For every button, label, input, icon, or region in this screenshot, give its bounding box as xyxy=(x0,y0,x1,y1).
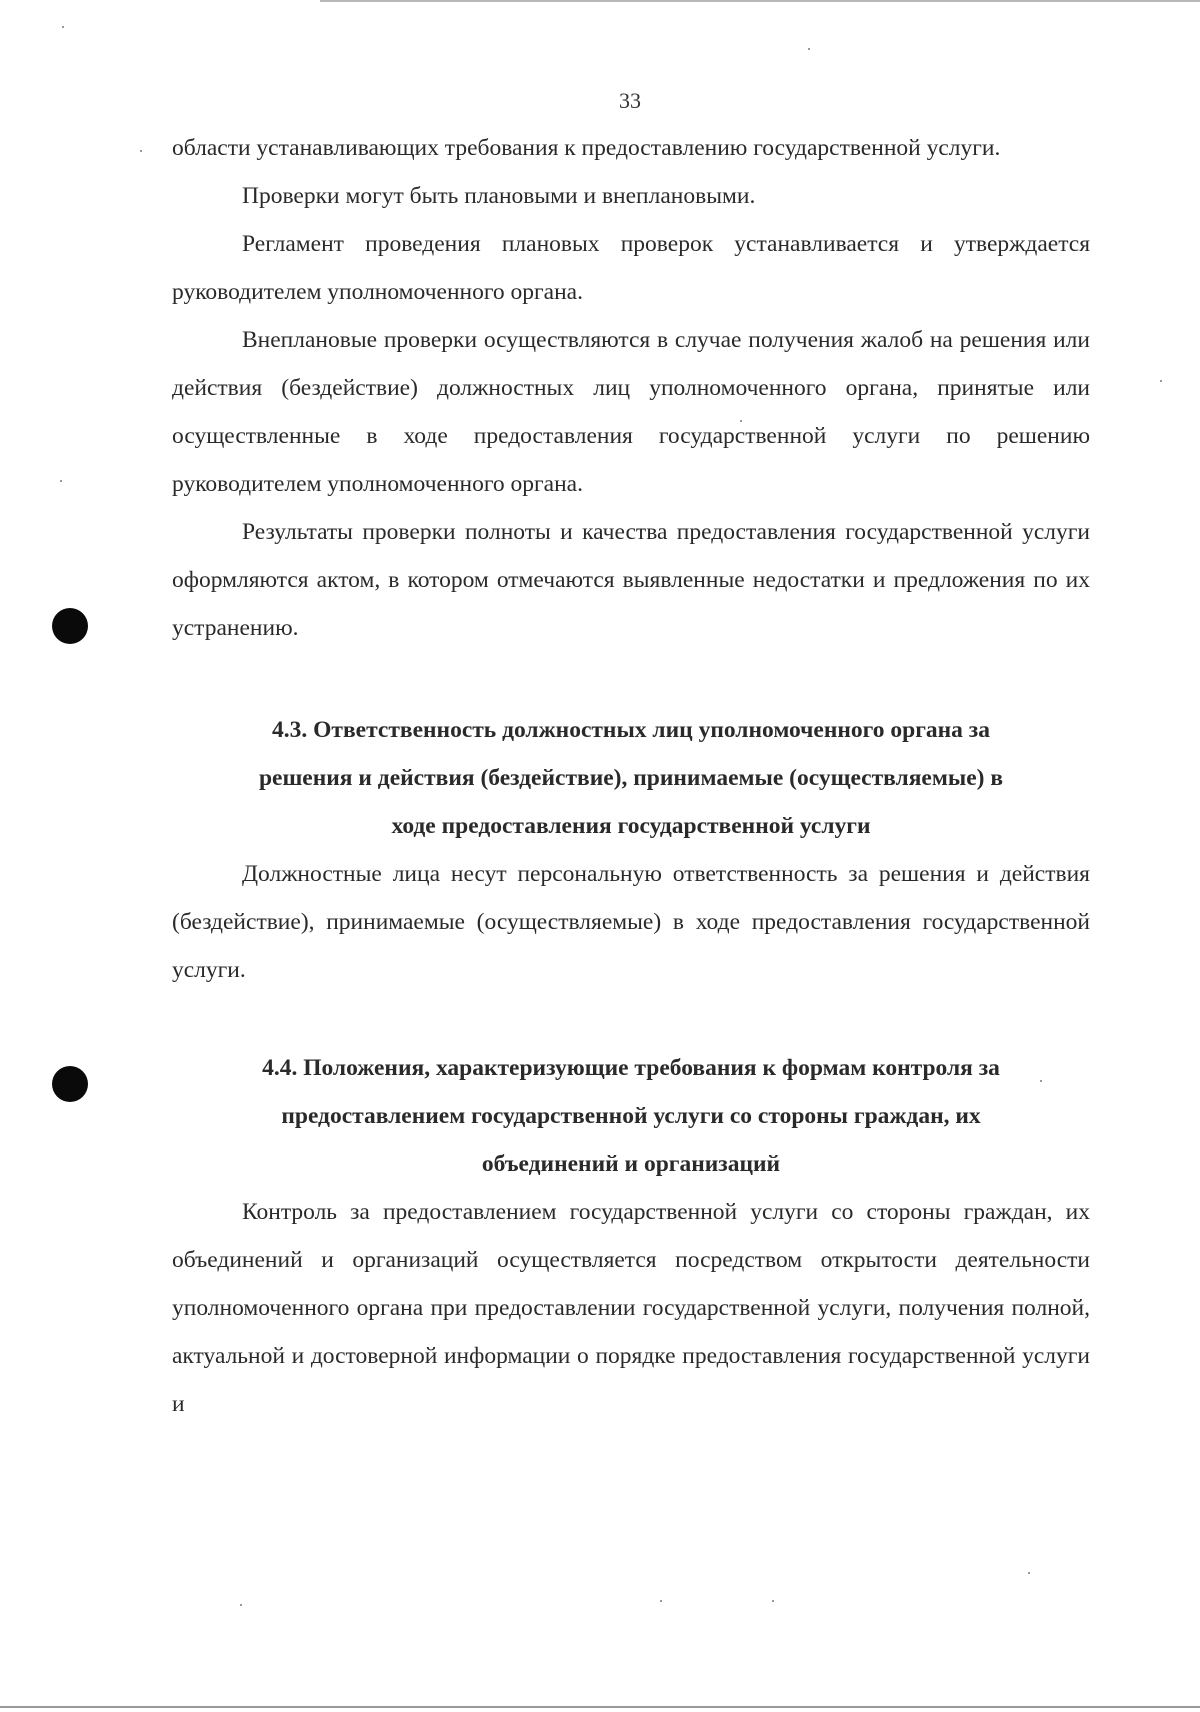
scan-speck xyxy=(62,26,64,28)
section-heading-line: объединений и организаций xyxy=(481,1151,781,1177)
scan-speck xyxy=(1160,380,1162,382)
punch-hole-lower xyxy=(52,1066,88,1102)
page-number: 33 xyxy=(619,88,641,113)
paragraph-inspection-results: Результаты проверки полноты и качества предоставления государственной услуги оформляются актом, в котором отмечаются выявленные недостатки и предложения по их устранению. xyxy=(172,519,1090,641)
scan-speck xyxy=(660,1600,662,1602)
scan-edge-bottom xyxy=(0,1706,1200,1708)
paragraph-official-responsibility: Должностные лица несут персональную ответственность за решения и действия (бездействие), принимаемые (осуществляемые) в ходе предоставления государственной услуги. xyxy=(172,861,1090,983)
scan-speck xyxy=(772,1600,774,1602)
punch-hole-upper xyxy=(52,608,88,644)
scan-speck xyxy=(240,1604,242,1606)
section-heading-line: решения и действия (бездействие), принимаемые (осуществляемые) в xyxy=(258,765,1004,791)
scan-speck xyxy=(1028,1572,1030,1574)
paragraph-citizen-control: Контроль за предоставлением государственной услуги со стороны граждан, их объединений и организаций осуществляется посредством открытости деятельности уполномоченного органа при предоставлении государственной услуги, получения полной, актуальной и достоверной информации о порядке предоставления государственной услуги и xyxy=(172,1199,1090,1417)
paragraph-continuation: области устанавливающих требования к предоставлению государственной услуги. xyxy=(172,135,1001,161)
document-body xyxy=(172,124,1090,1428)
section-4-4-heading xyxy=(172,1044,1090,1188)
paragraph-planned-inspections: Регламент проведения плановых проверок устанавливается и утверждается руководителем уполномоченного органа. xyxy=(172,231,1090,305)
scan-speck xyxy=(808,48,810,50)
scan-edge-top xyxy=(320,0,1200,2)
section-heading-line: 4.3. Ответственность должностных лиц уполномоченного органа за xyxy=(272,717,990,743)
paragraph-unplanned-inspections: Внеплановые проверки осуществляются в случае получения жалоб на решения или действия (бездействие) должностных лиц уполномоченного органа, принятые или осуществленные в ходе предоставления государственной услуги по решению руководителем уполномоченного органа. xyxy=(172,327,1090,497)
section-heading-line: предоставлением государственной услуги со стороны граждан, их xyxy=(281,1103,981,1129)
scan-speck xyxy=(60,480,62,482)
section-heading-line: ходе предоставления государственной услуги xyxy=(391,813,871,839)
section-4-3-heading xyxy=(172,706,1090,850)
scan-speck xyxy=(140,150,142,152)
section-heading-line: 4.4. Положения, характеризующие требования к формам контроля за xyxy=(262,1055,1000,1081)
paragraph-inspection-types: Проверки могут быть плановыми и внеплановыми. xyxy=(242,183,756,209)
